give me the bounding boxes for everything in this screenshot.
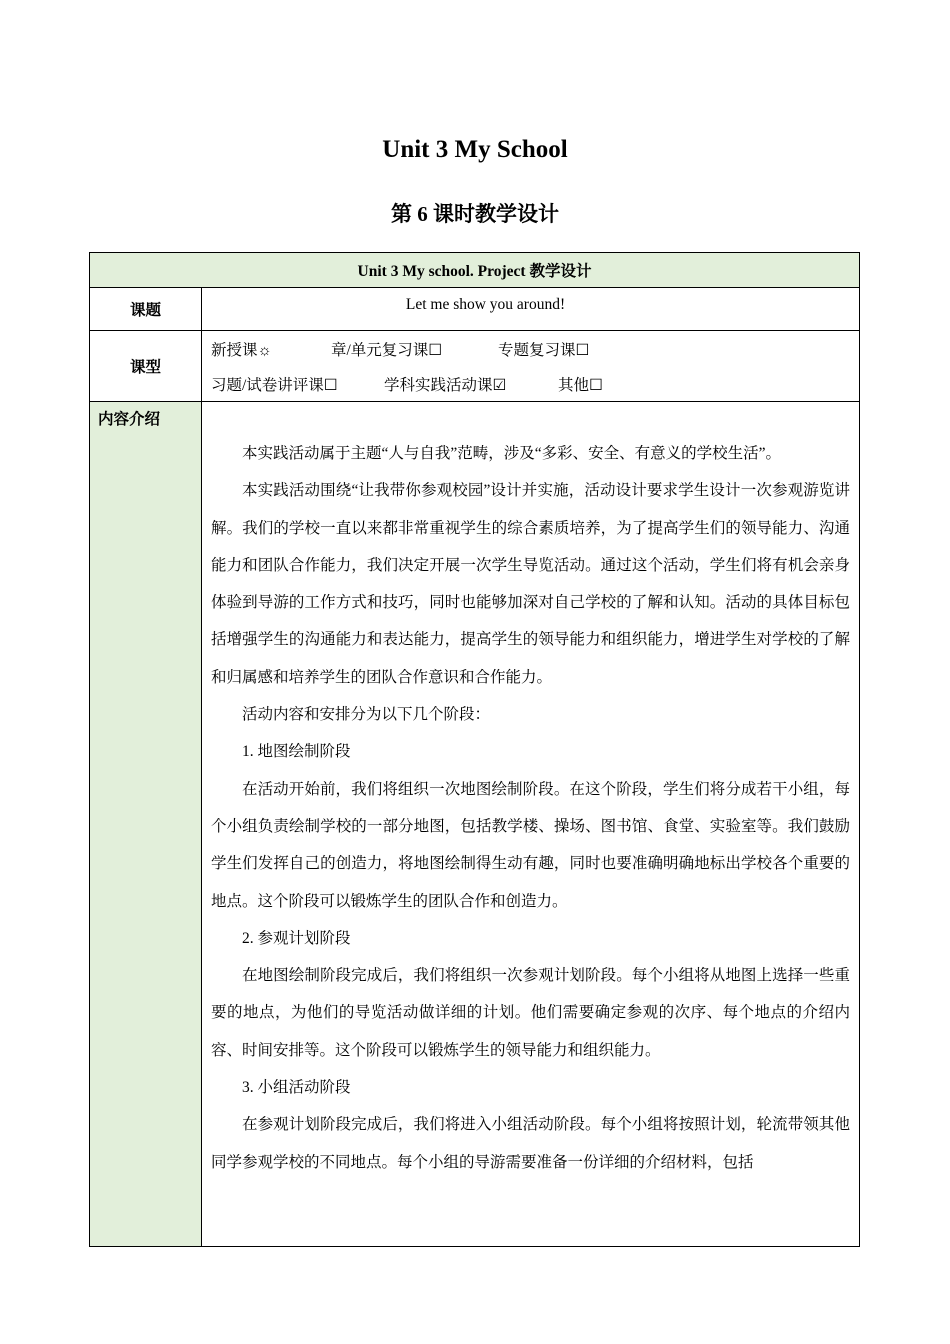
topic-label: 课题 bbox=[90, 288, 202, 331]
content-paragraph: 本实践活动围绕“让我带你参观校园”设计并实施，活动设计要求学生设计一次参观游览讲解。我们的学校一直以来都非常重视学生的综合素质培养，为了提高学生们的领导能力、沟通能力和团队合作能力，我们决定开展一次学生导览活动。通过这个活动，学生们将有机会亲身体验到导游的工作方式和技巧，同时也能够加深对自己学校的了解和认知。活动的具体目标包括增强学生的沟通能力和表达能力，提高学生的领导能力和组织能力，增进学生对学校的了解和归属感和培养学生的团队合作意识和合作能力。 bbox=[211, 482, 850, 686]
lesson-type-options bbox=[202, 331, 860, 402]
stage-heading: 2. 参观计划阶段 bbox=[242, 929, 351, 947]
option-practice-activity[interactable]: 学科实践活动课☑ bbox=[384, 376, 507, 394]
content-cell bbox=[202, 402, 860, 1247]
option-topic-review[interactable]: 专题复习课☐ bbox=[498, 341, 590, 359]
document-title: Unit 3 My School bbox=[382, 136, 568, 163]
lesson-type-row-1 bbox=[202, 331, 859, 366]
option-exercise-review[interactable]: 习题/试卷讲评课☐ bbox=[211, 376, 338, 394]
content-paragraph: 在地图绘制阶段完成后，我们将组织一次参观计划阶段。每个小组将从地图上选择一些重要的地点，为他们的导览活动做详细的计划。他们需要确定参观的次序、每个地点的介绍内容、时间安排等。这个阶段可以锻炼学生的领导能力和组织能力。 bbox=[211, 967, 850, 1059]
option-new-lesson[interactable]: 新授课☼ bbox=[211, 341, 272, 359]
lesson-type-row-2 bbox=[202, 366, 859, 401]
content-paragraph: 在参观计划阶段完成后，我们将进入小组活动阶段。每个小组将按照计划，轮流带领其他同学参观学校的不同地点。每个小组的导游需要准备一份详细的介绍材料，包括 bbox=[211, 1116, 850, 1171]
stage-heading: 1. 地图绘制阶段 bbox=[242, 743, 351, 761]
table-header: Unit 3 My school. Project 教学设计 bbox=[90, 253, 860, 288]
document-subtitle: 第 6 课时教学设计 bbox=[391, 202, 559, 226]
content-paragraph: 在活动开始前，我们将组织一次地图绘制阶段。在这个阶段，学生们将分成若干小组，每个小组负责绘制学校的一部分地图，包括教学楼、操场、图书馆、食堂、实验室等。我们鼓励学生们发挥自己的创造力，将地图绘制得生动有趣，同时也要准确明确地标出学校各个重要的地点。这个阶段可以锻炼学生的团队合作和创造力。 bbox=[211, 780, 850, 910]
lesson-plan-table bbox=[89, 252, 860, 1247]
stage-heading: 3. 小组活动阶段 bbox=[242, 1079, 351, 1097]
content-paragraph: 活动内容和安排分为以下几个阶段： bbox=[242, 706, 491, 724]
content-paragraph: 本实践活动属于主题“人与自我”范畴，涉及“多彩、安全、有意义的学校生活”。 bbox=[242, 445, 782, 462]
option-unit-review[interactable]: 章/单元复习课☐ bbox=[331, 341, 443, 359]
content-label: 内容介绍 bbox=[90, 402, 202, 1247]
lesson-type-label: 课型 bbox=[90, 331, 202, 402]
option-other[interactable]: 其他☐ bbox=[558, 376, 603, 394]
topic-value: Let me show you around! bbox=[202, 288, 860, 331]
content-body bbox=[211, 435, 850, 1235]
